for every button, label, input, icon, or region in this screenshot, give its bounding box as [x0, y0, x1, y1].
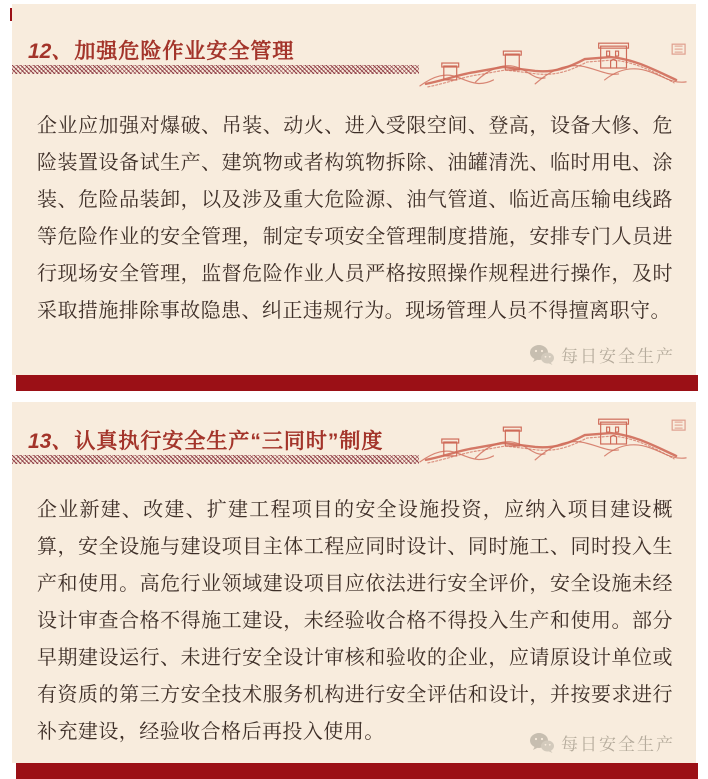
section-12-body-text: 企业应加强对爆破、吊装、动火、进入受限空间、登高，设备大修、危险装置设备试生产、建筑物或者构筑物拆除、油罐清洗、临时用电、涂装、危险品装卸，以及涉及重大危险源、油气管道、临近高压输电线路等危险作业的安全管理，制定专项安全管理制度措施，安排专门人员进行现场安全管理，监督危险作业人员严格按照操作规程进行操作，及时采取措施排除事故隐患、纠正违规行为。现场管理人员不得擅离职守。 — [37, 115, 673, 322]
watermark — [529, 730, 675, 755]
section-13-card — [12, 402, 696, 763]
section-12-title — [28, 35, 294, 65]
section-12-title-text: 加强危险作业安全管理 — [74, 40, 295, 63]
section-13-number: 13、 — [28, 430, 73, 453]
section-13-body-text: 企业新建、改建、扩建工程项目的安全设施投资，应纳入项目建设概算，安全设施与建设项目主体工程应同时设计、同时施工、同时投入生产和使用。高危行业领域建设项目应依法进行安全评价，安全设施未经设计审查合格不得施工建设，未经验收合格不得投入生产和使用。部分早期建设运行、未进行安全设计审核和验收的企业，应请原设计单位或有资质的第三方安全技术服务机构进行安全评估和设计，并按要求进行补充建设，经验收合格后再投入使用。 — [37, 499, 673, 743]
hatched-divider-line — [12, 65, 419, 74]
section-12-number: 12、 — [28, 40, 73, 63]
watermark-label: 每日安全生产 — [561, 735, 675, 754]
watermark-label: 每日安全生产 — [561, 347, 675, 366]
wechat-logo-icon — [529, 344, 555, 366]
great-wall-illustration — [416, 416, 694, 471]
section-12-card — [12, 4, 696, 375]
section-divider-bar — [16, 375, 698, 391]
section-13-title — [28, 425, 383, 455]
wechat-logo-icon — [529, 732, 555, 754]
section-13-title-text: 认真执行安全生产“三同时”制度 — [74, 430, 384, 453]
bottom-bar — [16, 763, 698, 779]
great-wall-illustration — [416, 40, 694, 95]
hatched-divider-line — [12, 455, 419, 464]
watermark — [529, 342, 675, 367]
